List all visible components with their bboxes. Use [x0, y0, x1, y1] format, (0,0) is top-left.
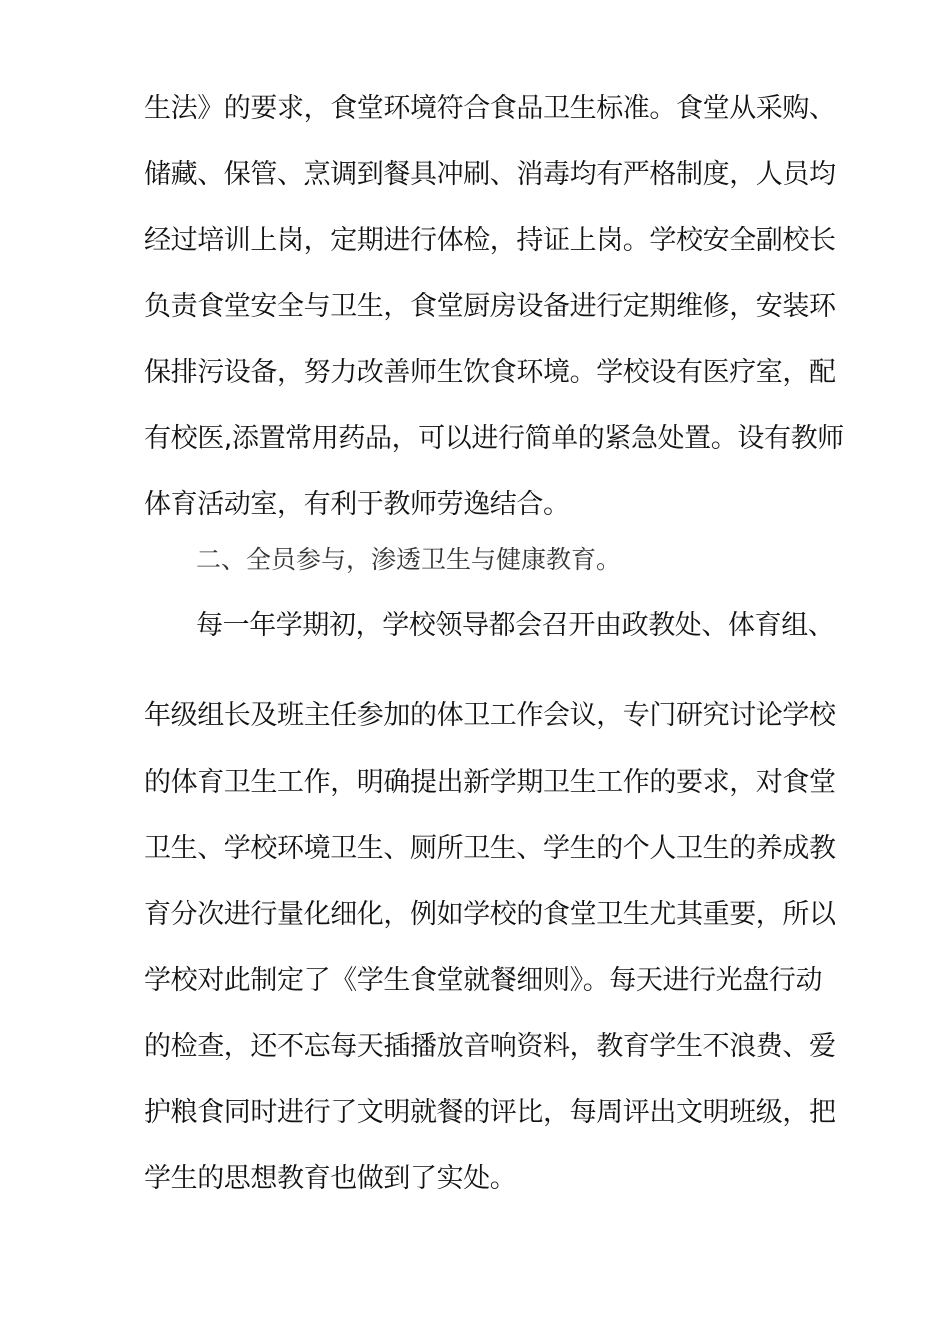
paragraph-line: 每一年学期初，学校领导都会召开由政教处、体育组、: [196, 610, 835, 641]
paragraph-line: 经过培训上岗，定期进行体检，持证上岗。学校安全副校长: [144, 225, 836, 256]
paragraph-line: 的体育卫生工作，明确提出新学期卫生工作的要求，对食堂: [144, 767, 836, 798]
paragraph-line: 学校对此制定了《学生食堂就餐细则》。每天进行光盘行动: [144, 965, 823, 996]
paragraph-line: 卫生、学校环境卫生、厕所卫生、学生的个人卫生的养成教: [144, 833, 836, 864]
section-heading: 二、全员参与，渗透卫生与健康教育。: [196, 545, 622, 574]
paragraph-line: 有校医,添置常用药品，可以进行简单的紧急处置。设有教师: [144, 423, 844, 454]
paragraph-line: 年级组长及班主任参加的体卫工作会议，专门研究讨论学校: [144, 700, 836, 731]
paragraph-line: 生法》的要求，食堂环境符合食品卫生标准。食堂从采购、: [144, 93, 836, 124]
paragraph-line: 负责食堂安全与卫生，食堂厨房设备进行定期维修，安装环: [144, 291, 836, 322]
document-body: [144, 0, 844, 1344]
paragraph-line: 学生的思想教育也做到了实处。: [144, 1163, 517, 1194]
paragraph-line: 保排污设备，努力改善师生饮食环境。学校设有医疗室，配: [144, 357, 836, 388]
paragraph-line: 护粮食同时进行了文明就餐的评比，每周评出文明班级，把: [144, 1097, 836, 1128]
paragraph-line: 体育活动室，有利于教师劳逸结合。: [144, 489, 570, 520]
paragraph-line: 育分次进行量化细化，例如学校的食堂卫生尤其重要，所以: [144, 899, 836, 930]
paragraph-line: 的检查，还不忘每天插播放音响资料，教育学生不浪费、爱: [144, 1031, 836, 1062]
paragraph-line: 储藏、保管、烹调到餐具冲刷、消毒均有严格制度，人员均: [144, 159, 836, 190]
